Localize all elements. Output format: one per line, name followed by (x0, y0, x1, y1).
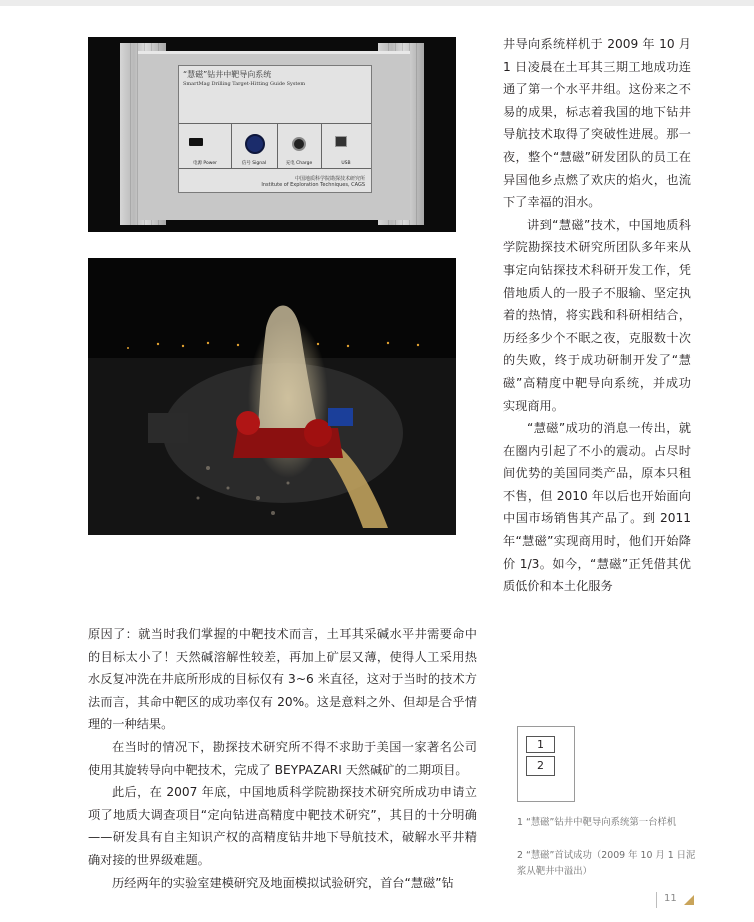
charge-port (277, 124, 322, 168)
well-overflow-illustration (88, 258, 456, 535)
caption-key-2: 2 (526, 756, 555, 776)
usb-port-icon (335, 136, 347, 147)
signal-port-label: 信号 Signal (241, 161, 267, 166)
signal-port (231, 124, 278, 168)
right-text-column (503, 33, 691, 598)
charge-port-label: 充电 Charge (285, 161, 313, 166)
power-port (179, 124, 232, 168)
usb-port-label: USB (341, 161, 351, 166)
top-band (0, 0, 754, 6)
charge-jack-icon (292, 137, 306, 151)
device-photo (88, 37, 456, 232)
caption-1: 1 “慧磁”钻井中靶导向系统第一台样机 (517, 817, 677, 828)
device-title: “慧磁”钻井中靶导向系统 (183, 70, 272, 79)
bottom-text-column (88, 623, 477, 894)
device-maker-en: Institute of Exploration Techniques, CAGS (261, 182, 365, 188)
bottom-paragraph-3: 此后，在 2007 年底，中国地质科学院勘探技术研究所成功申请立项了地质大调查项目“定向钻进高精度中靶技术研究”，其目的十分明确——研发具有自主知识产权的高精度钻井地下导航技术，破解水平井精确对接的世界级难题。 (88, 785, 477, 867)
right-paragraph-1: 井导向系统样机于 2009 年 10 月 1 日凌晨在土耳其三期工地成功连通了第一个水平井组。这份来之不易的成果，标志着我国的地下钻井导航技术取得了突破性进展。那一夜，整个“慧磁”研发团队的员工在异国他乡点燃了欢庆的焰火，也流下了幸福的泪水。 (503, 37, 691, 210)
right-paragraph-2: 讲到“慧磁”技术，中国地质科学院勘探技术研究所团队多年来从事定向钻探技术科研开发工作，凭借地质人的一股子不服输、坚定执着的热情，将实践和科研相结合，历经多少个不眠之夜，克服数十次的失败，终于成功研制开发了“慧磁”高精度中靶导向系统，并成功实现商用。 (503, 217, 691, 413)
usb-port (321, 124, 371, 168)
page-number-divider (656, 892, 657, 908)
caption-key-1: 1 (526, 736, 555, 753)
device-subtitle: SmartMag Drilling Target-Hitting Guide System (183, 81, 306, 87)
device-maker-cn: 中国地质科学院勘探技术研究所 (294, 176, 365, 182)
page-corner-triangle-icon (684, 895, 694, 905)
bottom-paragraph-1: 原因了：就当时我们掌握的中靶技术而言，土耳其采碱水平井需要命中的目标太小了！天然碱溶解性较差，再加上矿层又薄，使得人工采用热水反复冲洗在井底所形成的目标仅有 3~6 米直径，这对于当时的技术方法而言，其命中靶区的成功率仅有 20%。这是意料之外、但却是合乎情理的一种结果。 (88, 627, 477, 732)
power-switch-icon (189, 138, 203, 146)
well-overflow-photo (88, 258, 456, 535)
page-number: 11 (664, 893, 677, 904)
caption-key-box (517, 726, 575, 802)
signal-connector-icon (245, 134, 265, 154)
right-paragraph-3: “慧磁”成功的消息一传出，就在圈内引起了不小的震动。占尽时间优势的美国同类产品，原本只租不售，但 2010 年以后也开始面向中国市场销售其产品了。到 2011 年“慧磁”实现商用时，他们开始降价 1/3。如今，“慧磁”正凭借其优质低价和本土化服务 (503, 421, 691, 594)
device-front-panel (178, 65, 372, 193)
bottom-paragraph-4: 历经两年的实验室建模研究及地面模拟试验研究，首台“慧磁”钻 (112, 875, 454, 890)
device-maker (261, 176, 365, 188)
device-port-row (179, 123, 371, 169)
caption-2: 2 “慧磁”首试成功（2009 年 10 月 1 日泥浆从靶井中溢出） (517, 850, 696, 877)
bottom-paragraph-2: 在当时的情况下，勘探技术研究所不得不求助于美国一家著名公司使用其旋转导向中靶技术，完成了 BEYPAZARI 天然碱矿的二期项目。 (88, 739, 477, 777)
power-port-label: 电源 Power (192, 161, 218, 166)
